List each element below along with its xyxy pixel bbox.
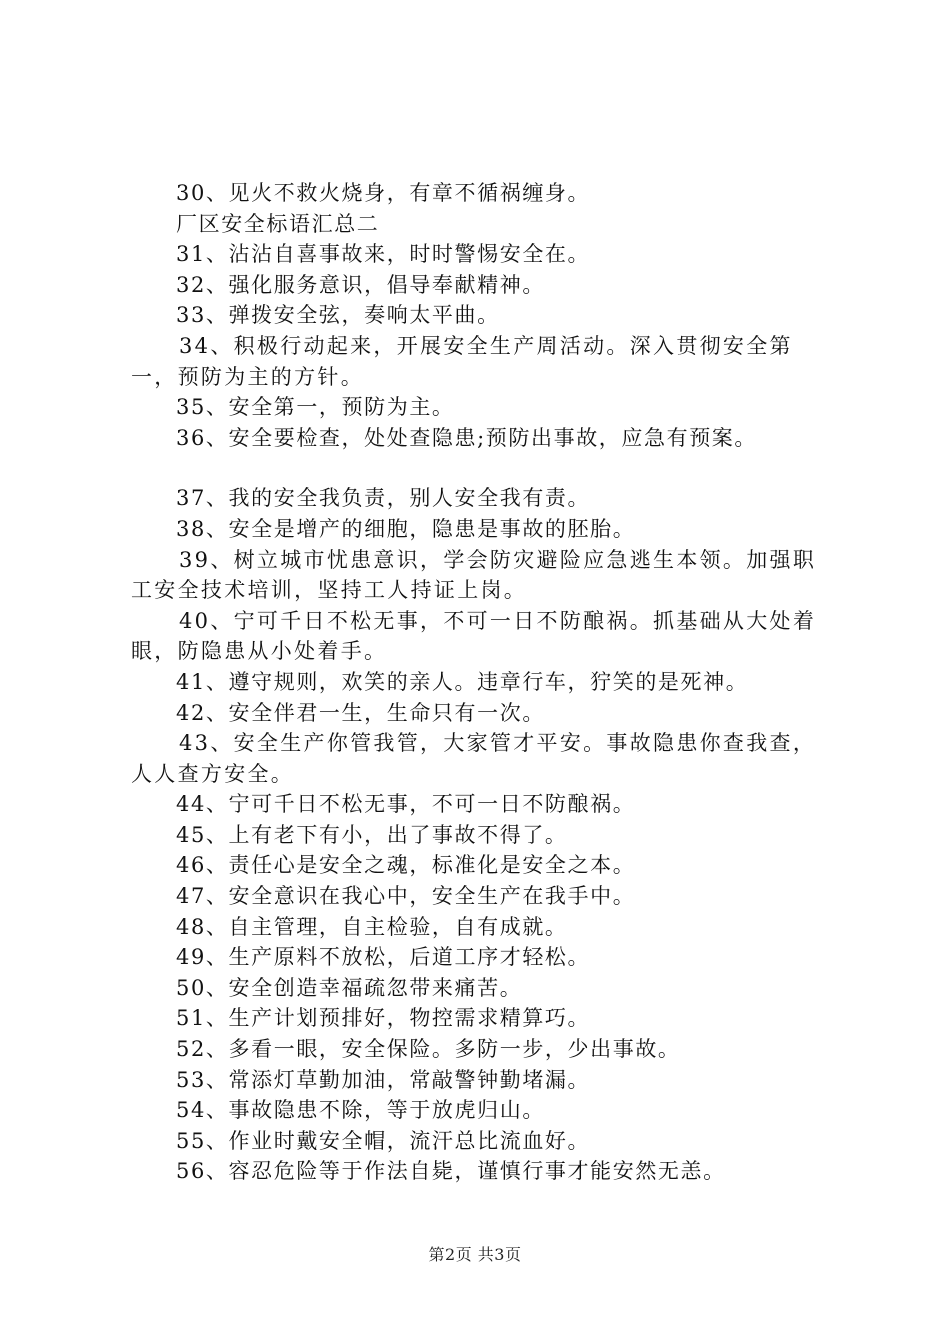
section-heading: 厂区安全标语汇总二 (176, 211, 380, 236)
slogan-42: 42、安全伴君一生，生命只有一次。 (176, 700, 545, 725)
slogan-53: 53、常添灯草勤加油，常敲警钟勤堵漏。 (176, 1067, 591, 1092)
slogan-33: 33、弹拨安全弦，奏响太平曲。 (176, 303, 500, 328)
slogan-37: 37、我的安全我负责，别人安全我有责。 (176, 486, 591, 511)
slogan-46: 46、责任心是安全之魂，标准化是安全之本。 (176, 853, 636, 878)
slogan-30: 30、见火不救火烧身，有章不循祸缠身。 (176, 181, 591, 205)
slogan-55: 55、作业时戴安全帽，流汗总比流血好。 (176, 1128, 591, 1153)
slogan-34: 34、积极行动起来，开展安全生产周活动。深入贯彻安全第一，预防为主的方针。 (131, 333, 793, 389)
slogan-47: 47、安全意识在我心中，安全生产在我手中。 (176, 884, 636, 909)
document-body (131, 178, 831, 1187)
paragraph-gap (131, 453, 831, 483)
slogan-41: 41、遵守规则，欢笑的亲人。违章行车，狞笑的是死神。 (176, 669, 749, 694)
slogan-49: 49、生产原料不放松，后道工序才轻松。 (176, 945, 591, 970)
slogan-44: 44、宁可千日不松无事，不可一日不防酿祸。 (176, 792, 636, 817)
slogan-52: 52、多看一眼，安全保险。多防一步，少出事故。 (176, 1037, 681, 1062)
slogan-45: 45、上有老下有小，出了事故不得了。 (176, 822, 568, 847)
slogan-51: 51、生产计划预排好，物控需求精算巧。 (176, 1006, 591, 1031)
page-number-footer: 第2页 共3页 (428, 1245, 522, 1264)
slogan-50: 50、安全创造幸福疏忽带来痛苦。 (176, 975, 523, 1000)
slogan-56: 56、容忍危险等于作法自毙，谨慎行事才能安然无恙。 (176, 1159, 726, 1184)
slogan-54: 54、事故隐患不除，等于放虎归山。 (176, 1098, 545, 1123)
slogan-32: 32、强化服务意识，倡导奉献精神。 (176, 272, 545, 297)
slogan-43: 43、安全生产你管我管，大家管才平安。事故隐患你查我查，人人查方安全。 (131, 731, 817, 786)
slogan-35: 35、安全第一，预防为主。 (176, 395, 455, 420)
slogan-36: 36、安全要检查，处处查隐患;预防出事故，应急有预案。 (176, 425, 757, 450)
slogan-48: 48、自主管理，自主检验，自有成就。 (176, 914, 568, 939)
slogan-40: 40、宁可千日不松无事，不可一日不防酿祸。抓基础从大处着眼，防隐患从小处着手。 (131, 608, 817, 664)
slogan-31: 31、沾沾自喜事故来，时时警惕安全在。 (176, 242, 591, 267)
slogan-38: 38、安全是增产的细胞，隐患是事故的胚胎。 (176, 516, 636, 541)
slogan-39: 39、树立城市忧患意识，学会防灾避险应急逃生本领。加强职工安全技术培训，坚持工人持证上岗。 (131, 547, 817, 603)
